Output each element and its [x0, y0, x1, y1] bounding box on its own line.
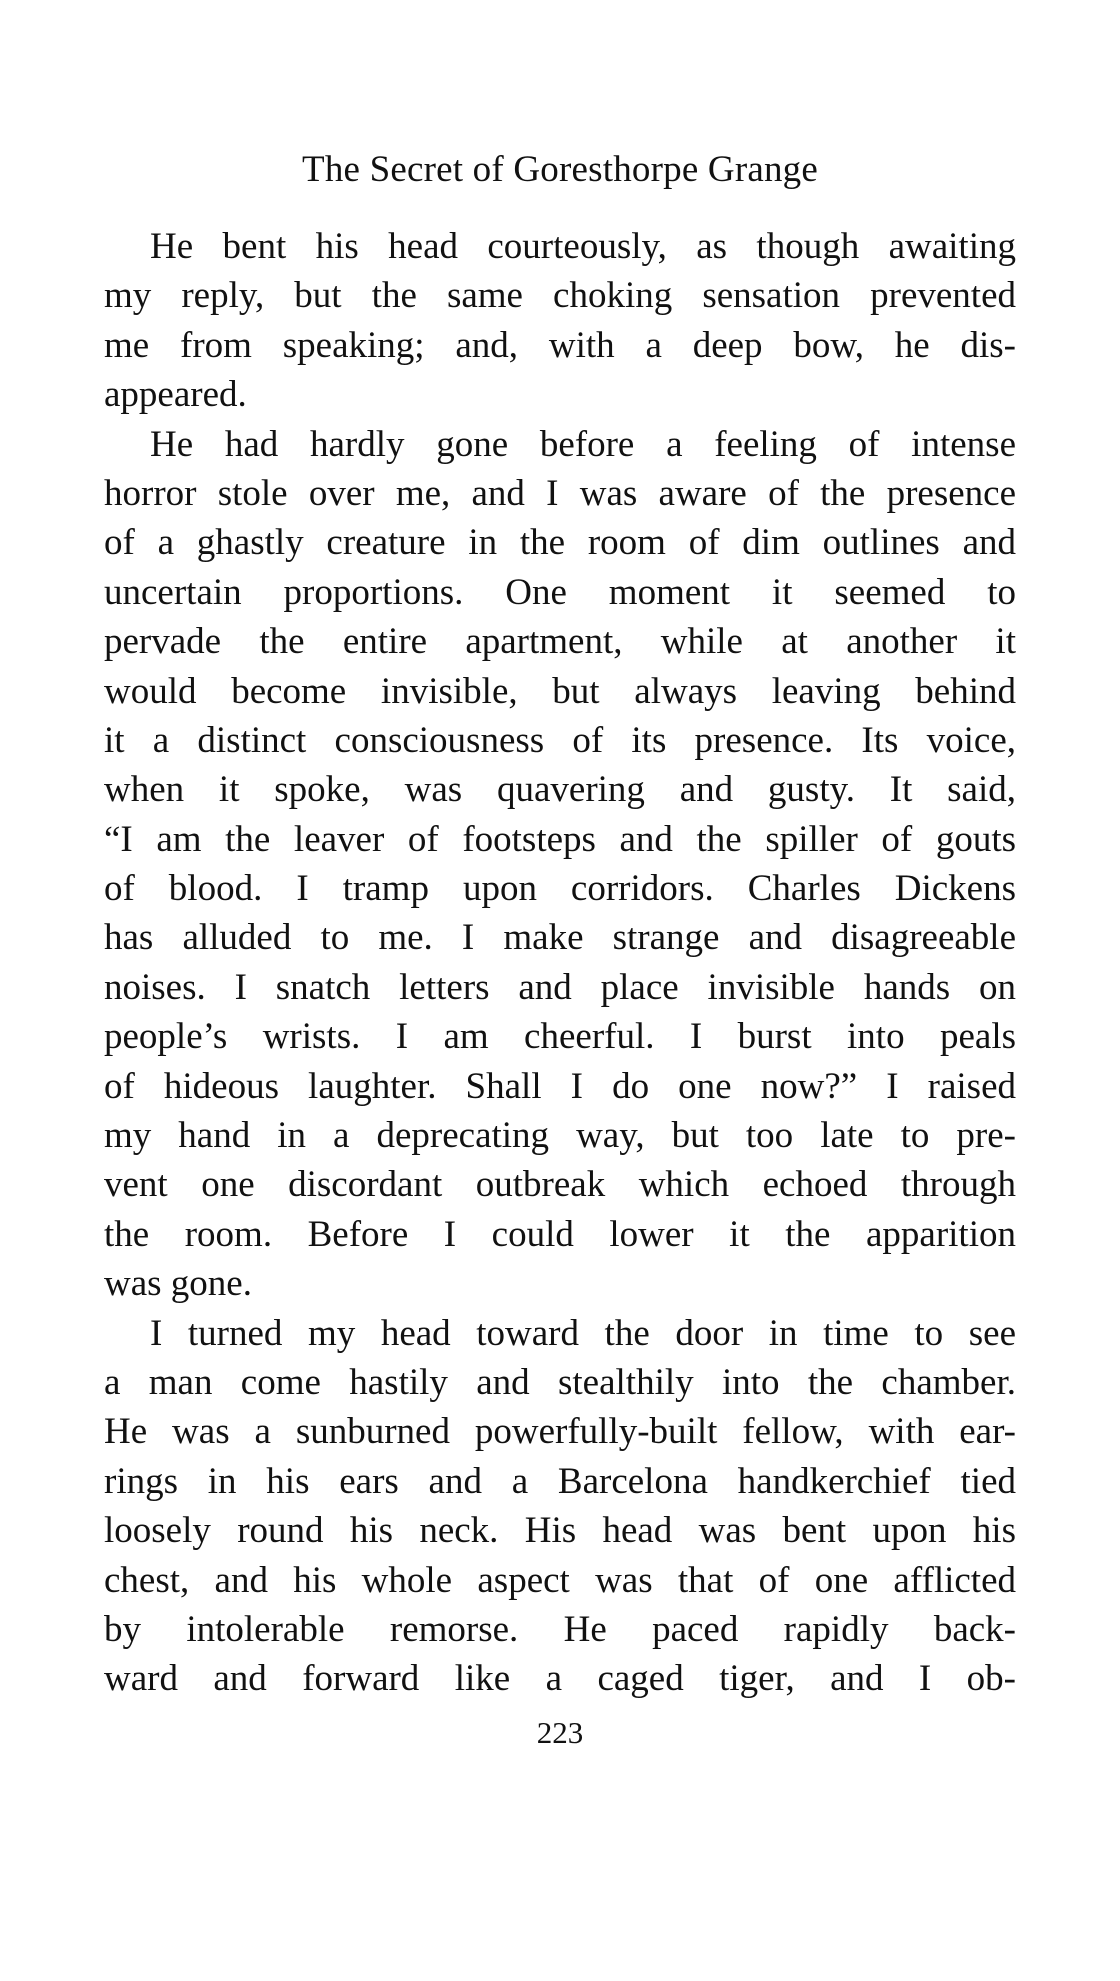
- paragraph-1-line-4: appeared.: [104, 374, 247, 416]
- paragraph-3-line-6: chest, and his whole aspect was that of one afflicted: [104, 1559, 1016, 1601]
- paragraph-1-line-2: my reply, but the same choking sensation prevented: [104, 275, 1016, 317]
- paragraph-3-line-8: ward and forward like a caged tiger, and I ob-: [104, 1658, 1016, 1700]
- paragraph-2-line-12: noises. I snatch letters and place invisible hands on: [104, 966, 1016, 1008]
- paragraph-2-line-9: “I am the leaver of footsteps and the spiller of gouts: [104, 818, 1016, 860]
- paragraph-3-line-1: I turned my head toward the door in time to see: [150, 1312, 1016, 1354]
- page-number: 223: [536, 1715, 584, 1750]
- body-text: [104, 222, 1016, 1704]
- paragraph-2-line-18: was gone.: [104, 1263, 252, 1305]
- paragraph-2-line-5: pervade the entire apartment, while at another it: [104, 621, 1016, 663]
- paragraph-2-line-8: when it spoke, was quavering and gusty. It said,: [104, 769, 1016, 811]
- paragraph-3-line-5: loosely round his neck. His head was bent upon his: [104, 1510, 1016, 1552]
- paragraph-2-line-4: uncertain proportions. One moment it seemed to: [104, 571, 1016, 613]
- paragraph-2-line-6: would become invisible, but always leaving behind: [104, 670, 1016, 712]
- paragraph-3-line-4: rings in his ears and a Barcelona handkerchief tied: [104, 1460, 1016, 1502]
- running-head: The Secret of Goresthorpe Grange: [302, 149, 818, 190]
- paragraph-1-line-1: He bent his head courteously, as though awaiting: [150, 226, 1016, 267]
- paragraph-2-line-2: horror stole over me, and I was aware of the presence: [104, 472, 1016, 514]
- paragraph-2-line-11: has alluded to me. I make strange and disagreeable: [104, 917, 1016, 959]
- paragraph-2-line-1: He had hardly gone before a feeling of intense: [150, 423, 1016, 465]
- paragraph-3-line-7: by intolerable remorse. He paced rapidly back-: [104, 1608, 1016, 1650]
- paragraph-2-line-17: the room. Before I could lower it the apparition: [104, 1213, 1016, 1255]
- paragraph-2-line-16: vent one discordant outbreak which echoed through: [104, 1164, 1016, 1206]
- paragraph-2-line-14: of hideous laughter. Shall I do one now?” I raised: [104, 1065, 1016, 1107]
- paragraph-2-line-7: it a distinct consciousness of its presence. Its voice,: [104, 719, 1016, 761]
- paragraph-3-line-3: He was a sunburned powerfully-built fellow, with ear-: [104, 1411, 1016, 1453]
- paragraph-2-line-3: of a ghastly creature in the room of dim outlines and: [104, 522, 1016, 564]
- paragraph-2-line-15: my hand in a deprecating way, but too late to pre-: [104, 1115, 1016, 1157]
- paragraph-2-line-10: of blood. I tramp upon corridors. Charles Dickens: [104, 868, 1016, 910]
- paragraph-1-line-3: me from speaking; and, with a deep bow, he dis-: [104, 324, 1016, 366]
- paragraph-2-line-13: people’s wrists. I am cheerful. I burst into peals: [104, 1016, 1016, 1058]
- paragraph-3-line-2: a man come hastily and stealthily into the chamber.: [104, 1361, 1016, 1403]
